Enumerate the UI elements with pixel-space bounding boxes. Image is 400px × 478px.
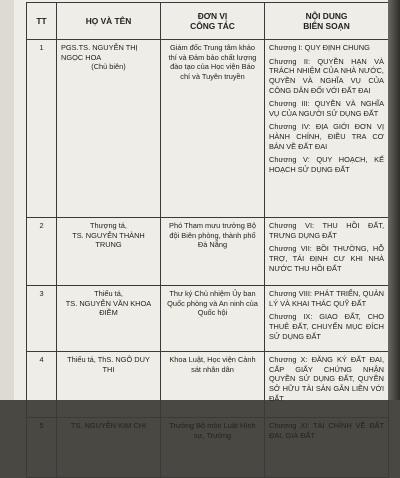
chapter-entry: Chương XI: TÀI CHÍNH VỀ ĐẤT ĐAI, GIÁ ĐẤT <box>269 421 384 440</box>
work-unit: Trưởng Bộ môn Luật Hình sự, Trường <box>161 418 265 478</box>
header-content: NỘI DUNG BIÊN SOẠN <box>265 3 389 40</box>
author-name: TS. NGUYỄN THÀNH TRUNG <box>72 230 145 250</box>
page-edge-shadow <box>388 0 400 400</box>
author-cell <box>57 218 161 286</box>
chapter-entry: Chương IV: ĐỊA GIỚI ĐƠN VỊ HÀNH CHÍNH, ĐIỀU TRA CƠ BẢN VỀ ĐẤT ĐAI <box>269 122 384 151</box>
work-unit: Phó Tham mưu trưởng Bộ đội Biên phòng, thành phố Đà Nẵng <box>161 218 265 286</box>
row-number: 1 <box>27 40 57 218</box>
author-rank: Thiếu tá, <box>94 289 123 298</box>
chapter-entry: Chương III: QUYỀN VÀ NGHĨA VỤ CỦA NGƯỜI SỬ DỤNG ĐẤT <box>269 99 384 118</box>
table-row <box>27 286 389 352</box>
chapter-entry: Chương VI: THU HỒI ĐẤT, TRƯNG DỤNG ĐẤT <box>269 221 384 240</box>
written-content <box>265 40 389 218</box>
author-cell <box>57 286 161 352</box>
chapter-entry: Chương V: QUY HOẠCH, KẾ HOẠCH SỬ DỤNG ĐẤT <box>269 155 384 174</box>
row-number: 2 <box>27 218 57 286</box>
written-content <box>265 352 389 418</box>
author-name: TS. NGUYỄN VĂN KHOA ĐIỀM <box>65 298 152 318</box>
table-row <box>27 40 389 218</box>
chapter-entry: Chương IX: GIAO ĐẤT, CHO THUÊ ĐẤT, CHUYỂN MỤC ĐÍCH SỬ DỤNG ĐẤT <box>269 312 384 341</box>
row-number: 5 <box>27 418 57 478</box>
work-unit: Thư ký Chủ nhiệm Ủy ban Quốc phòng và An ninh của Quốc hội <box>161 286 265 352</box>
work-unit: Giám đốc Trung tâm khảo thí và Đảm bảo chất lượng đào tạo của Học viện Báo chí và Tuyên truyền <box>161 40 265 218</box>
author-name: Thiếu tá, ThS. NGÔ DUY THI <box>67 355 150 374</box>
header-name: HỌ VÀ TÊN <box>57 3 161 40</box>
authors-table <box>26 2 389 478</box>
written-content <box>265 286 389 352</box>
work-unit: Khoa Luật, Học viện Cảnh sát nhân dân <box>161 352 265 418</box>
chapter-entry: Chương VII: BỒI THƯỜNG, HỖ TRỢ, TÁI ĐỊNH CƯ KHI NHÀ NƯỚC THU HỒI ĐẤT <box>269 244 384 273</box>
chapter-entry: Chương VIII: PHÁT TRIỂN, QUẢN LÝ VÀ KHAI THÁC QUỸ ĐẤT <box>269 289 384 308</box>
author-cell <box>57 352 161 418</box>
table-body <box>27 40 389 478</box>
chapter-entry: Chương II: QUYỀN HẠN VÀ TRÁCH NHIỆM CỦA NHÀ NƯỚC, QUYỀN VÀ NGHĨA VỤ CỦA CÔNG DÂN ĐỐI VỚI ĐẤT ĐAI <box>269 56 384 95</box>
chapter-entry: Chương I: QUY ĐỊNH CHUNG <box>269 43 370 52</box>
author-name: PGS.TS. NGUYỄN THỊ NGỌC HOA <box>61 43 138 62</box>
background-left-edge <box>0 0 14 400</box>
header-unit: ĐƠN VỊ CÔNG TÁC <box>161 3 265 40</box>
written-content <box>265 418 389 478</box>
author-cell <box>57 418 161 478</box>
written-content <box>265 218 389 286</box>
chapter-entry: Chương X: ĐĂNG KÝ ĐẤT ĐAI, CẤP GIẤY CHỨNG NHẬN QUYỀN SỬ DỤNG ĐẤT, QUYỀN SỞ HỮU TÀI SẢN GẮN LIỀN VỚI ĐẤT <box>269 355 384 403</box>
author-role: (Chủ biên) <box>91 62 126 72</box>
table-header-row <box>27 3 389 40</box>
author-rank: Thượng tá, <box>90 221 127 230</box>
book-page <box>14 0 388 440</box>
row-number: 4 <box>27 352 57 418</box>
author-cell <box>57 40 161 218</box>
table-row <box>27 352 389 418</box>
table-row <box>27 218 389 286</box>
header-tt: TT <box>27 3 57 40</box>
table-row <box>27 418 389 478</box>
row-number: 3 <box>27 286 57 352</box>
author-name: TS. NGUYỄN KIM CHI <box>70 421 147 430</box>
